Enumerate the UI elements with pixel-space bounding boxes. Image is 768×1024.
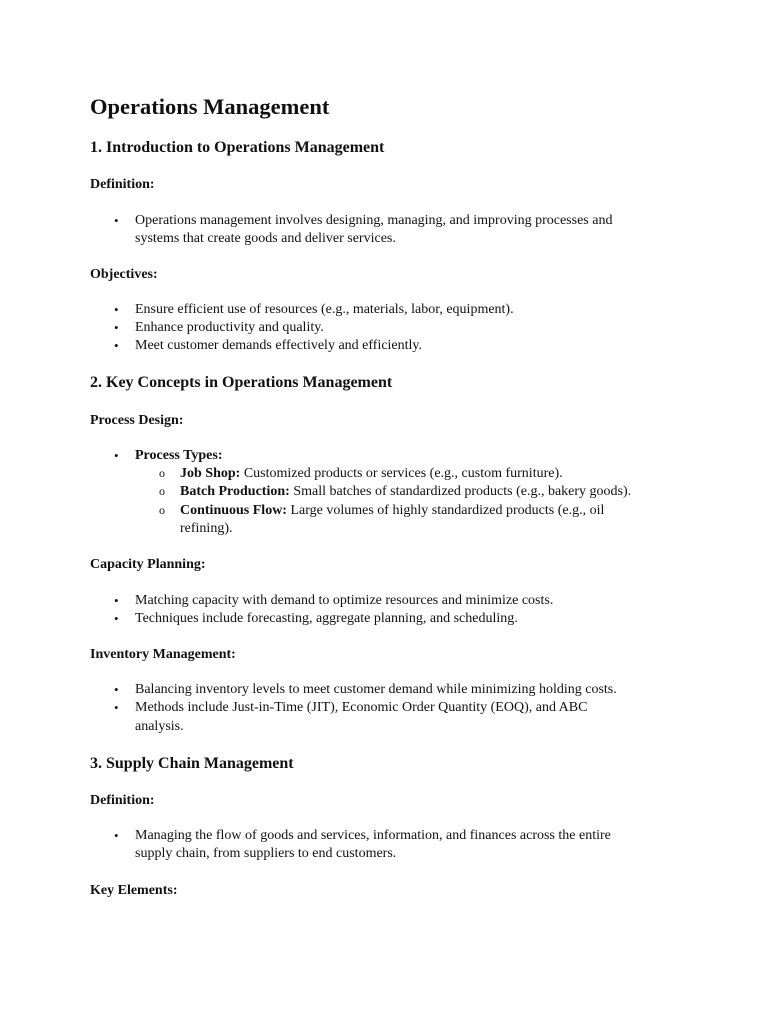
list-item: Matching capacity with demand to optimize resources and minimize costs. xyxy=(135,593,554,608)
bullet-icon: • xyxy=(114,611,119,626)
bullet-icon: • xyxy=(114,593,119,608)
process-type-name: Batch Production: xyxy=(180,484,290,499)
bullet-icon: • xyxy=(114,302,119,317)
list-item xyxy=(180,465,563,483)
bullet-icon: • xyxy=(114,448,119,463)
key-elements-label: Key Elements: xyxy=(90,883,178,898)
process-type-desc: Large volumes of highly standardized products (e.g., oil xyxy=(286,503,605,518)
definition-label: Definition: xyxy=(90,177,155,192)
definition-text-line: Managing the flow of goods and services, information, and finances across the entire xyxy=(135,828,611,843)
process-type-desc: Customized products or services (e.g., custom furniture). xyxy=(240,466,563,481)
section-heading-intro: 1. Introduction to Operations Management xyxy=(90,139,385,156)
page-title: Operations Management xyxy=(90,94,330,119)
capacity-planning-label: Capacity Planning: xyxy=(90,557,206,572)
process-design-label: Process Design: xyxy=(90,413,184,428)
list-item: Techniques include forecasting, aggregate planning, and scheduling. xyxy=(135,611,518,626)
process-type-name: Job Shop: xyxy=(180,466,241,481)
bullet-icon: • xyxy=(114,320,119,335)
definition-label: Definition: xyxy=(90,793,155,808)
inventory-management-label: Inventory Management: xyxy=(90,647,236,662)
list-item-continuation: analysis. xyxy=(135,719,184,734)
definition-text-line: supply chain, from suppliers to end customers. xyxy=(135,846,397,861)
bullet-icon: • xyxy=(114,828,119,843)
section-heading-supply-chain: 3. Supply Chain Management xyxy=(90,755,294,772)
section-heading-key-concepts: 2. Key Concepts in Operations Management xyxy=(90,374,393,391)
list-item: Balancing inventory levels to meet customer demand while minimizing holding costs. xyxy=(135,682,617,697)
bullet-icon: • xyxy=(114,338,119,353)
list-item xyxy=(180,483,631,501)
process-type-desc: Small batches of standardized products (e.g., bakery goods). xyxy=(289,484,632,499)
circle-bullet-icon: o xyxy=(159,466,165,480)
definition-text-line: Operations management involves designing, managing, and improving processes and xyxy=(135,213,613,228)
process-type-name: Continuous Flow: xyxy=(180,503,287,518)
bullet-icon: • xyxy=(114,700,119,715)
list-item: Enhance productivity and quality. xyxy=(135,320,324,335)
objectives-label: Objectives: xyxy=(90,267,158,282)
list-item: Methods include Just-in-Time (JIT), Economic Order Quantity (EOQ), and ABC xyxy=(135,700,588,715)
list-item xyxy=(180,502,604,520)
process-types-label: Process Types: xyxy=(135,448,223,463)
list-item-continuation: refining). xyxy=(180,521,233,536)
definition-text-line: systems that create goods and deliver services. xyxy=(135,231,396,246)
list-item: Ensure efficient use of resources (e.g., materials, labor, equipment). xyxy=(135,302,514,317)
circle-bullet-icon: o xyxy=(159,484,165,498)
bullet-icon: • xyxy=(114,682,119,697)
circle-bullet-icon: o xyxy=(159,503,165,517)
list-item: Meet customer demands effectively and efficiently. xyxy=(135,338,423,353)
bullet-icon: • xyxy=(114,213,119,228)
